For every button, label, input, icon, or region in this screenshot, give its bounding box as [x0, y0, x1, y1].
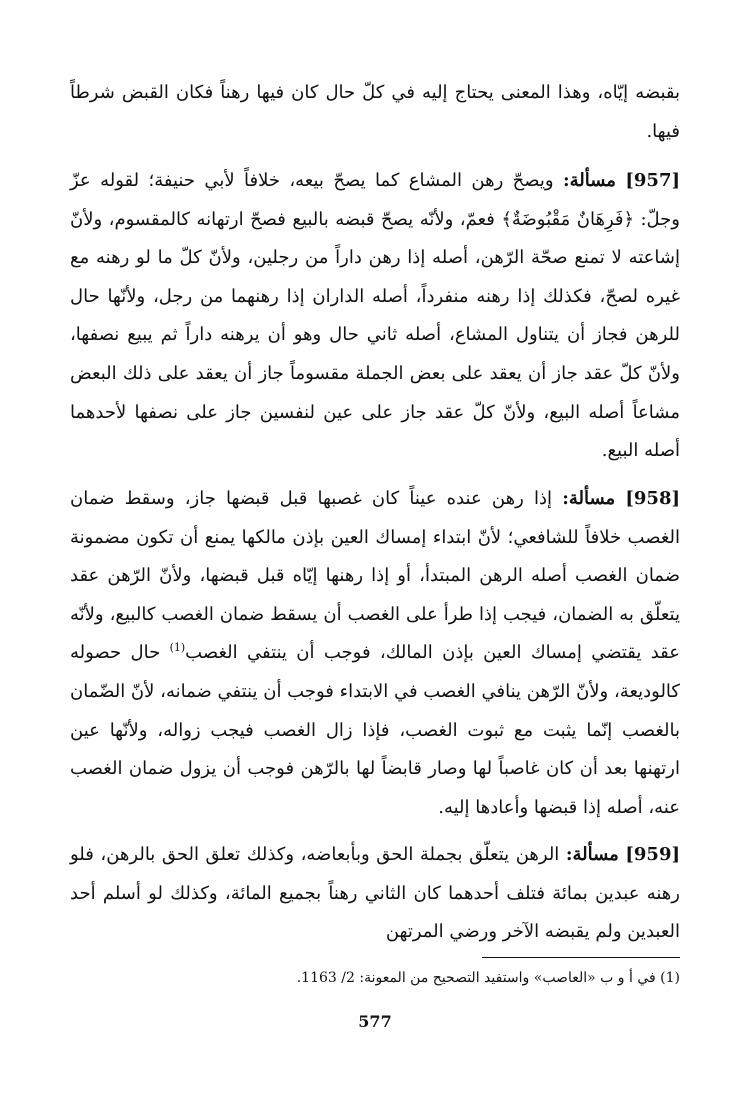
issue-number: [959] [625, 844, 680, 865]
paragraph-text: ويصحّ رهن المشاع كما يصحّ بيعه، خلافاً لأبي حنيفة؛ لقوله عزّ وجلّ: ﴿فَرِهَانٌ مَقْبُوضَةٌ﴾ فعمّ، ولأنّه يصحّ قبضه بالبيع فصحّ ارتهانه كالمقسوم، ولأنّ إشاعته لا تمنع صحّة الرّهن، أصله إذا رهن داراً من رجلين، ولأنّ كلّ ما لو رهنه مع غيره لصحّ، فكذلك إذا رهنه منفرداً، أصله الداران إذا رهنهما من رجل، ولأنّها حال للرهن فجاز أن يتناول المشاع، أصله ثاني حال وهو أن يرهنه داراً ثم يبيع نصفها، ولأنّ كلّ عقد جاز أن يعقد على بعض الجملة مقسوماً جاز أن يعقد على ذلك البعض مشاعاً أصله البيع، ولأنّ كلّ عقد جاز على عين لنفسين جاز على نصفها لأحدهما أصله البيع. [70, 170, 680, 462]
paragraph-text-part-a: إذا رهن عنده عيناً كان غصبها قبل قبضها جاز، وسقط ضمان الغصب خلافاً للشافعي؛ لأنّ ابتداء إمساك العين بإذن مالكها يمنع أن تكون مضمونة ضمان الغصب أصله الرهن المبتدأ، أو إذا رهنها إيّاه قبل قبضها، ولأنّ الرّهن عقد يتعلّق به الضمان، فيجب إذا طرأ على الغصب أن يسقط ضمان الغصب كالبيع، ولأنّه عقد يقتضي إمساك العين بإذن المالك، فوجب أن ينتفي الغصب [70, 488, 680, 664]
issue-keyword: مسألة: [565, 844, 619, 865]
paragraph-text: الرهن يتعلّق بجملة الحق وبأبعاضه، وكذلك تعلق الحق بالرهن، فلو رهنه عبدين بمائة فتلف أحدهما كان الثاني رهناً بجميع المائة، وكذلك لو أسلم أحد العبدين ولم يقبضه الآخر ورضي المرتهن [70, 844, 680, 943]
paragraph-continuation [70, 74, 680, 151]
paragraph-text: بقبضه إيّاه، وهذا المعنى يحتاج إليه في كلّ حال كان فيها رهناً فكان القبض شرطاً فيها. [70, 82, 680, 142]
issue-keyword: مسألة: [562, 488, 616, 509]
paragraph-text-part-b: حال حصوله كالوديعة، ولأنّ الرّهن ينافي الغصب في الابتداء فوجب أن ينتفي ضمانه، لأنّ الضّمان بالغصب إنّما يثبت مع ثبوت الغصب، فإذا زال الغصب فيجب زواله، ولأنّها عين ارتهنها بعد أن كان غاصباً لها وصار قابضاً لها بالرّهن فوجب أن يزول ضمان الغصب عنه، أصله إذا قبضها وأعادها إليه. [70, 642, 680, 818]
paragraph-issue-959 [70, 836, 680, 952]
page-number: 577 [358, 1012, 392, 1031]
footnote-reference[interactable]: (1) [169, 641, 186, 655]
paragraph-issue-958 [70, 480, 680, 827]
issue-number: [958] [625, 488, 680, 509]
issue-keyword: مسألة: [562, 170, 616, 191]
footnote [70, 966, 680, 990]
issue-number: [957] [625, 170, 680, 191]
paragraph-issue-957 [70, 162, 680, 471]
footnote-divider [482, 957, 680, 958]
footnote-text: في أ و ب «العاصب» واستفيد التصحيح من المعونة: 2/ 1163. [296, 970, 656, 986]
footnote-marker: (1) [660, 970, 680, 986]
